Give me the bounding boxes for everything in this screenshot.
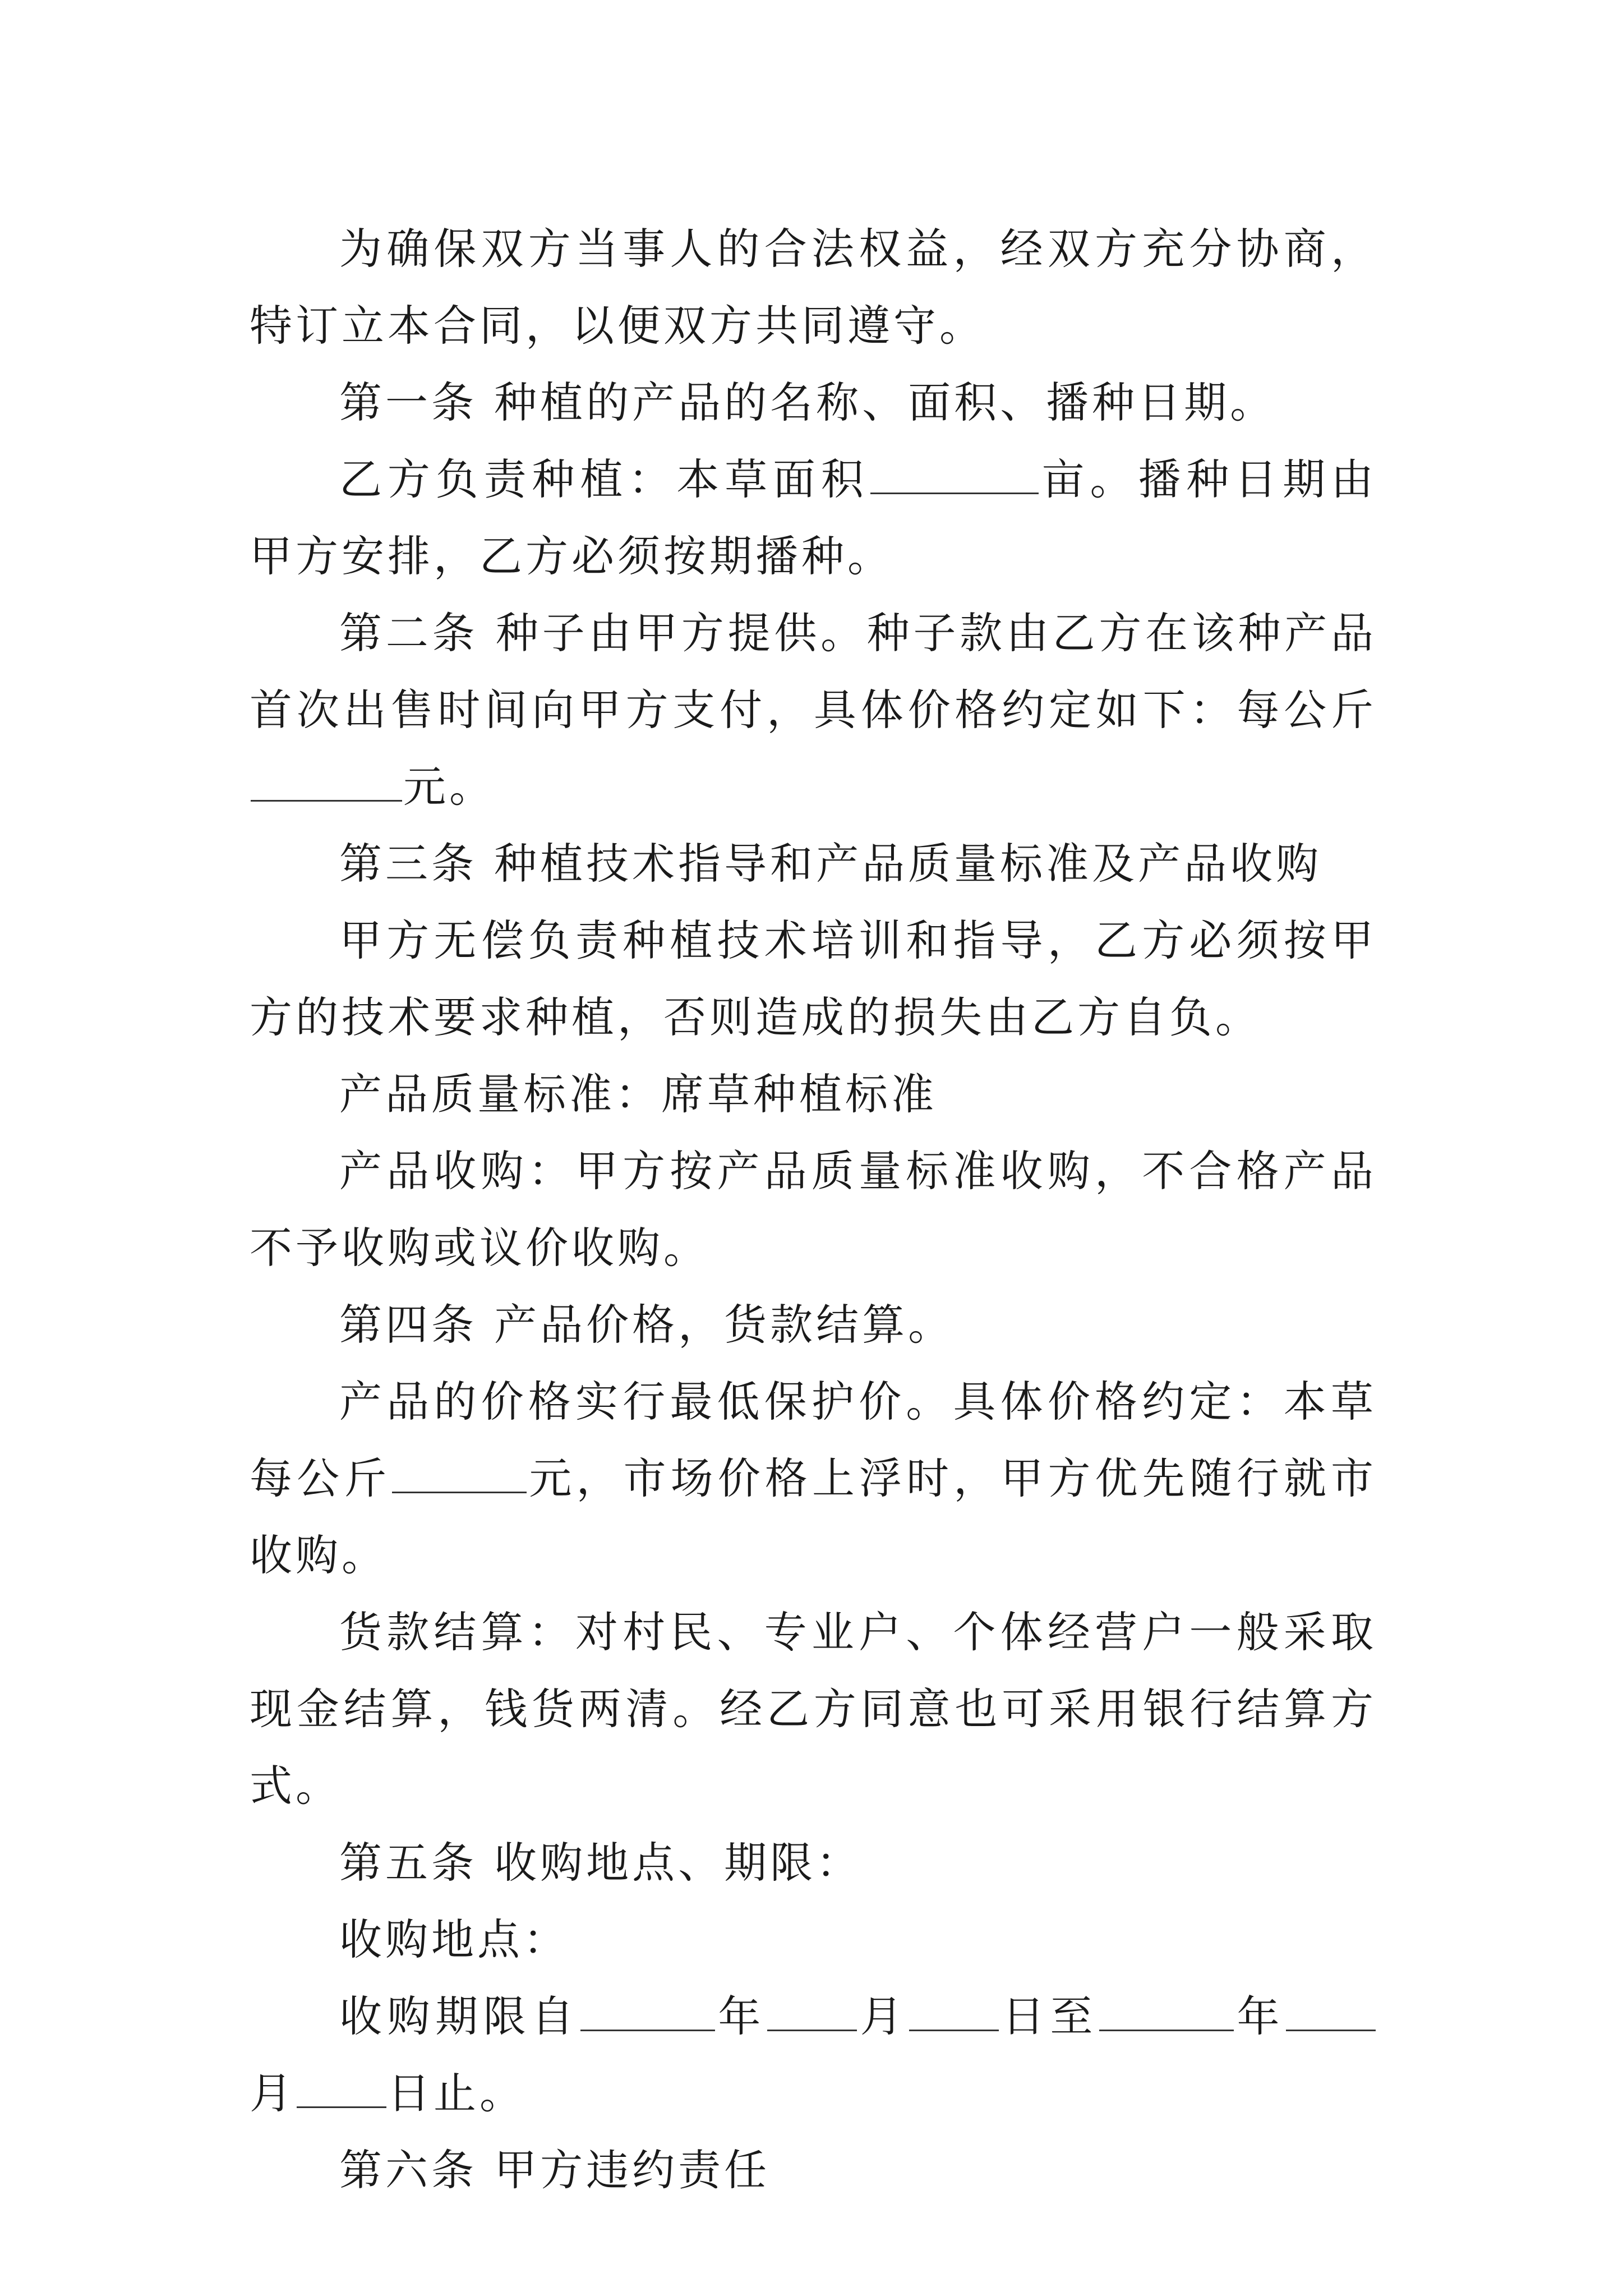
product-price-blank[interactable] — [392, 1452, 527, 1493]
start-month-blank[interactable] — [767, 1990, 857, 2031]
planting-area-text-after: 亩。播种日期由甲方安排，乙方必须按期播种。 — [250, 454, 1377, 581]
start-day-blank[interactable] — [909, 1990, 999, 2031]
article-2-paragraph — [250, 595, 1377, 825]
product-price-text-before: 产品的价格实行最低保护价。具体价格约定：本草每公斤 — [250, 1377, 1377, 1503]
article-3-heading: 第三条 种植技术指导和产品质量标准及产品收购 — [339, 839, 1322, 889]
purchase-location-paragraph: 收购地点： — [339, 1915, 569, 1964]
payment-settlement-paragraph: 货款结算：对村民、专业户、个体经营户一般采取现金结算，钱货两清。经乙方同意也可采用银行结算方式。 — [250, 1607, 1377, 1811]
start-month-unit: 月 — [858, 1991, 909, 2041]
product-purchase-paragraph: 产品收购：甲方按产品质量标准收购，不合格产品不予收购或议价收购。 — [250, 1146, 1377, 1273]
intro-paragraph: 为确保双方当事人的合法权益，经双方充分协商，特订立本合同，以便双方共同遵守。 — [250, 224, 1377, 351]
end-day-blank[interactable] — [297, 2067, 386, 2108]
end-year-blank[interactable] — [1099, 1990, 1234, 2031]
end-day-unit: 日止。 — [388, 2068, 525, 2118]
planting-area-blank[interactable] — [870, 453, 1039, 494]
purchase-period-paragraph — [250, 1978, 1377, 2132]
start-year-blank[interactable] — [580, 1990, 715, 2031]
planting-area-paragraph — [250, 441, 1377, 595]
technical-guidance-paragraph: 甲方无偿负责种植技术培训和指导，乙方必须按甲方的技术要求种植，否则造成的损失由乙方自负。 — [250, 915, 1377, 1042]
article-2-text-after: 元。 — [403, 762, 495, 812]
quality-standard-paragraph: 产品质量标准：席草种植标准 — [339, 1069, 937, 1119]
article-2-text-before: 第二条 种子由甲方提供。种子款由乙方在该种产品首次出售时间向甲方支付，具体价格约定如下：每公斤 — [250, 608, 1377, 735]
end-year-unit: 年 — [1234, 1991, 1285, 2041]
purchase-period-label: 收购期限自 — [339, 1991, 579, 2041]
article-6-heading: 第六条 甲方违约责任 — [339, 2145, 771, 2195]
start-year-unit: 年 — [716, 1991, 767, 2041]
contract-body — [250, 210, 1377, 2208]
product-price-paragraph — [250, 1363, 1377, 1594]
article-1-heading: 第一条 种植的产品的名称、面积、播种日期。 — [339, 378, 1276, 427]
end-month-blank[interactable] — [1286, 1990, 1376, 2031]
planting-area-text-before: 乙方负责种植：本草面积 — [339, 454, 869, 504]
product-price-text-after: 元，市场价格上浮时，甲方优先随行就市收购。 — [250, 1453, 1377, 1580]
article-4-heading: 第四条 产品价格，货款结算。 — [339, 1300, 955, 1350]
article-5-heading: 第五条 收购地点、期限： — [339, 1838, 863, 1888]
seed-price-blank[interactable] — [251, 761, 402, 802]
end-month-unit: 月 — [250, 2068, 296, 2118]
start-day-unit: 日至 — [1000, 1991, 1098, 2041]
